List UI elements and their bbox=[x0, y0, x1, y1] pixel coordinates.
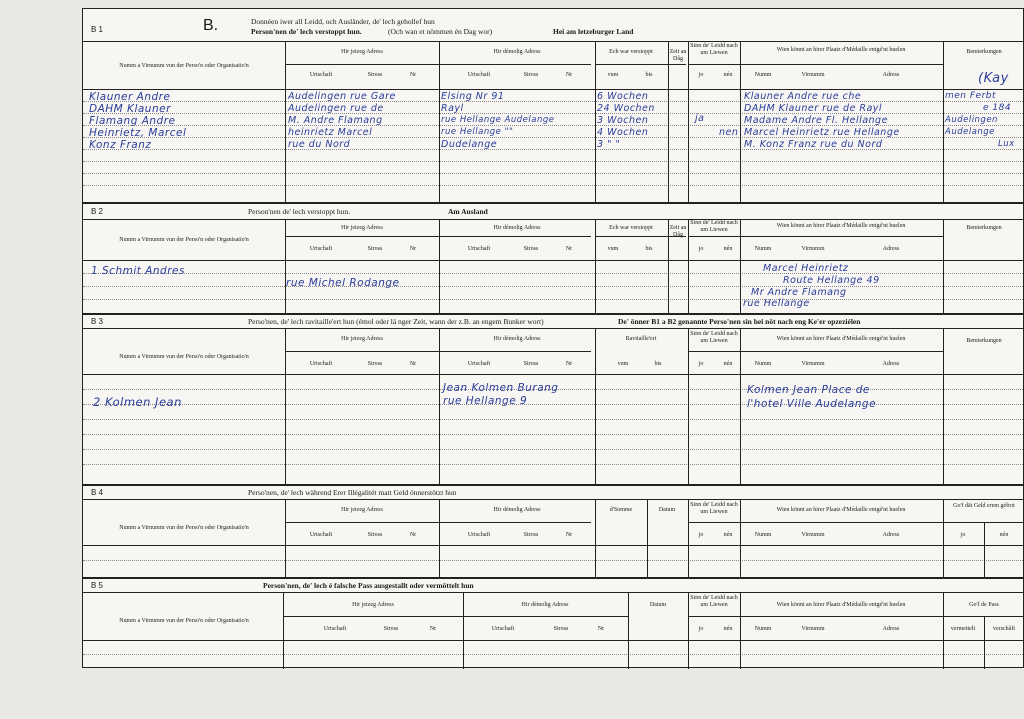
hw-time: 24 Wochen bbox=[597, 103, 655, 114]
col-remarks-label: Bemierkungen bbox=[966, 225, 1002, 231]
sub-jo: jo bbox=[698, 72, 704, 78]
col-name-label: Numm a Virnumm vun der Perso'n oder Organisatio'n bbox=[119, 525, 249, 531]
hw-medal: M. Konz Franz rue du Nord bbox=[744, 139, 883, 150]
sub-numm: Numm bbox=[754, 361, 772, 367]
sub-vermettelt: vermettelt bbox=[950, 626, 976, 632]
hw-remark: men Ferbt bbox=[945, 91, 997, 101]
hw-medal: rue Hellange bbox=[743, 298, 810, 309]
sub-ortschaft: Urtschaft bbox=[309, 361, 333, 367]
col-former-label: Hir démolig Adress bbox=[521, 602, 569, 608]
hw-remark: Audelange bbox=[945, 127, 995, 137]
sub-numm: Numm bbox=[754, 532, 772, 538]
sub-nr: Nr bbox=[409, 361, 417, 367]
sub-bis: bis bbox=[645, 72, 653, 78]
hw-alive-nen: nen bbox=[719, 127, 739, 138]
form-letter: B. bbox=[203, 17, 219, 34]
hw-medal: Kolmen Jean Place de bbox=[747, 384, 870, 396]
hw-remark: Audelingen bbox=[945, 115, 998, 125]
col-ravit-label: Ravitaille'ert bbox=[625, 336, 657, 342]
sub-adress: Adress bbox=[882, 361, 900, 367]
col-name-label: Numm a Virnumm vun der Perso'n oder Organisatio'n bbox=[119, 618, 249, 624]
sub-strooss: Stross bbox=[367, 246, 383, 252]
col-hidden-label: Ech war verstoppt bbox=[609, 49, 653, 55]
hw-time: 6 Wochen bbox=[597, 91, 649, 102]
hw-time: 3 Wochen bbox=[597, 115, 649, 126]
sub-nen: nén bbox=[723, 246, 733, 252]
form-page bbox=[82, 8, 1024, 668]
section-b1 bbox=[83, 9, 1023, 202]
hw-name: Klauner Andre bbox=[89, 91, 171, 103]
sub-virnumm: Virnumm bbox=[801, 246, 825, 252]
header-title-line1: Donnéen iwer all Leidd, och Ausländer, de' lech gehollef hun bbox=[251, 17, 435, 26]
sub-nen: nén bbox=[723, 532, 733, 538]
sub-jo: jo bbox=[698, 246, 704, 252]
sub-vum: vum bbox=[617, 361, 629, 367]
sub-nr: Nr bbox=[597, 626, 605, 632]
sub-ortschaft: Urtschaft bbox=[491, 626, 515, 632]
col-medal-label: Wien könnt an hirer Plaatz d'Médaille entgé'nt huelen bbox=[776, 336, 906, 342]
sub-ortschaft: Urtschaft bbox=[309, 532, 333, 538]
sub-vum: vum bbox=[607, 246, 619, 252]
hw-medal: DAHM Klauner rue de Rayl bbox=[744, 103, 883, 114]
hw-name: 1 Schmit Andres bbox=[91, 265, 185, 277]
hw-current: rue du Nord bbox=[288, 139, 351, 150]
hw-name: 2 Kolmen Jean bbox=[93, 395, 182, 409]
hw-medal: l'hotel Ville Audelange bbox=[747, 398, 877, 410]
sub-jo: jo bbox=[698, 532, 704, 538]
sub-nen: nén bbox=[999, 532, 1009, 538]
hw-alive-jo: ja bbox=[695, 113, 705, 124]
hw-name: Konz Franz bbox=[89, 139, 152, 151]
sub-ortschaft: Urtschaft bbox=[323, 626, 347, 632]
section-b5 bbox=[83, 578, 1023, 669]
col-alive-label: Sinn de' Leidd nach um Liewen bbox=[690, 43, 738, 56]
sub-virnumm: Virnumm bbox=[801, 532, 825, 538]
sub-nr: Nr bbox=[409, 532, 417, 538]
hw-former: rue Hellange "" bbox=[441, 127, 514, 137]
hw-medal: Route Hellange 49 bbox=[783, 275, 880, 286]
section-code: B 3 bbox=[91, 317, 104, 326]
section-title: Person'nen de' lech verstoppt hun. bbox=[248, 207, 351, 216]
col-former-label: Hir démolig Adress bbox=[493, 225, 541, 231]
section-b3 bbox=[83, 314, 1023, 484]
col-somme-label: d'Somme bbox=[609, 507, 633, 513]
sub-numm: Numm bbox=[754, 626, 772, 632]
sub-ortschaft: Urtschaft bbox=[467, 361, 491, 367]
hw-remark: Lux bbox=[998, 139, 1015, 149]
col-alive-label: Sinn de' Leidd nach um Liewen bbox=[690, 331, 738, 344]
sub-ortschaft: Urtschaft bbox=[467, 72, 491, 78]
hw-current: Audelingen rue de bbox=[288, 103, 384, 114]
col-time-label: Zeit an Dâg bbox=[669, 49, 687, 62]
sub-bis: bis bbox=[645, 246, 653, 252]
col-remarks-label: Bemierkungen bbox=[966, 49, 1002, 55]
hw-time: 3 " " bbox=[597, 139, 621, 150]
sub-nen: nén bbox=[723, 361, 733, 367]
section-code: B 1 bbox=[91, 25, 104, 34]
col-current-label: Hir jetzeg Adress bbox=[352, 602, 394, 608]
col-medal-label: Wien könnt an hirer Plaatz d'Médaille entgé'nt huelen bbox=[776, 602, 906, 608]
sub-nen: nén bbox=[723, 626, 733, 632]
sub-strooss: Stross bbox=[383, 626, 399, 632]
sub-vum: vum bbox=[607, 72, 619, 78]
hw-medal: Mr Andre Flamang bbox=[751, 287, 847, 298]
hw-current: Audelingen rue Gare bbox=[288, 91, 396, 102]
sub-nr: Nr bbox=[565, 532, 573, 538]
col-former-label: Hir démolig Adress bbox=[493, 49, 541, 55]
hw-name: DAHM Klauner bbox=[89, 103, 171, 115]
hw-medal: Marcel Heinrietz bbox=[763, 263, 849, 274]
sub-nr: Nr bbox=[429, 626, 437, 632]
hw-former: Elsing Nr 91 bbox=[441, 91, 505, 102]
sub-numm: Numm bbox=[754, 72, 772, 78]
sub-ortschaft: Urtschaft bbox=[467, 532, 491, 538]
sub-adress: Adress bbox=[882, 532, 900, 538]
col-former-label: Hir démolig Adress bbox=[493, 507, 541, 513]
col-current-label: Hir jetzeg Adress bbox=[341, 225, 383, 231]
sub-strooss: Stross bbox=[523, 246, 539, 252]
section-code: B 4 bbox=[91, 488, 104, 497]
header-title-line2: Person'nen de' lech verstoppt hun. bbox=[251, 27, 362, 36]
col-current-label: Hir jetzeg Adress bbox=[341, 49, 383, 55]
sub-ortschaft: Urtschaft bbox=[309, 72, 333, 78]
sub-ortschaft: Urtschaft bbox=[309, 246, 333, 252]
col-hidden-label: Ech war verstoppt bbox=[609, 225, 653, 231]
sub-bis: bis bbox=[654, 361, 662, 367]
sub-strooss: Stross bbox=[523, 72, 539, 78]
sub-verschaft: verschâft bbox=[993, 626, 1015, 632]
hw-time: 4 Wochen bbox=[597, 127, 649, 138]
hw-former: rue Hellange 9 bbox=[443, 395, 528, 407]
hw-current: rue Michel Rodange bbox=[286, 277, 400, 289]
sub-jo: jo bbox=[698, 626, 704, 632]
sub-ortschaft: Urtschaft bbox=[467, 246, 491, 252]
col-current-label: Hir jetzeg Adress bbox=[341, 336, 383, 342]
sub-virnumm: Virnumm bbox=[801, 361, 825, 367]
col-alive-label: Sinn de' Leidd nach um Liewen bbox=[690, 220, 738, 233]
sub-nen: nén bbox=[723, 72, 733, 78]
section-title: Person'nen, de' lech é falsche Pass ausgestallt oder vermöttelt hun bbox=[263, 581, 474, 590]
sub-adress: Adress bbox=[882, 72, 900, 78]
sub-jo: jo bbox=[698, 361, 704, 367]
col-medal-label: Wien könnt an hirer Plaatz d'Médaille entgé'nt huelen bbox=[776, 507, 906, 513]
hw-former: rue Hellange Audelange bbox=[441, 115, 555, 125]
sub-numm: Numm bbox=[754, 246, 772, 252]
sub-strooss: Stross bbox=[367, 532, 383, 538]
header-title-note: (Och wan et nömmen én Dag wor) bbox=[388, 27, 493, 36]
section-code: B 2 bbox=[91, 207, 104, 216]
hw-current: M. Andre Flamang bbox=[288, 115, 383, 126]
col-medal-label: Wien könnt an hirer Plaatz d'Médaille entgé'nt huelen bbox=[776, 223, 906, 229]
hw-former: Rayl bbox=[441, 103, 464, 114]
hw-remark: (Kay bbox=[978, 71, 1009, 86]
section-b2 bbox=[83, 203, 1023, 313]
section-title: Perso'nen, de' lech ravitaille'ert hun (émol oder lä nger Zeit, wann der z.B. an engem Bunker wort) bbox=[248, 317, 544, 326]
col-current-label: Hir jetzeg Adress bbox=[341, 507, 383, 513]
sub-strooss: Stross bbox=[367, 72, 383, 78]
col-name-label: Numm a Virnumm vun der Perso'n oder Organisatio'n bbox=[119, 237, 249, 243]
sub-adress: Adress bbox=[882, 246, 900, 252]
col-alive-label: Sinn de' Leidd nach um Liewen bbox=[690, 502, 738, 515]
hw-former: Jean Kolmen Burang bbox=[443, 382, 559, 394]
section-b4 bbox=[83, 485, 1023, 577]
sub-virnumm: Virnumm bbox=[801, 626, 825, 632]
sub-adress: Adress bbox=[882, 626, 900, 632]
hw-medal: Marcel Heinrietz rue Hellange bbox=[744, 127, 900, 138]
section-title-right: De' önner B1 a B2 genannte Perso'nen sin hei nöt nach eng Ke'er opzeziélen bbox=[618, 317, 861, 326]
hw-current: heinrietz Marcel bbox=[288, 127, 373, 138]
section-title: Perso'nen, de' lech während Erer Illégalitét matt Geld önnerstötzt hun bbox=[248, 488, 457, 497]
col-name-label: Numm a Virnumm vun der Perso'n oder Organisatio'n bbox=[119, 354, 249, 360]
col-alive-label: Sinn de' Leidd nach um Liewen bbox=[690, 595, 738, 608]
sub-jo: jo bbox=[960, 532, 966, 538]
col-time-label: Zeit an Dâg bbox=[669, 225, 687, 238]
sub-strooss: Stross bbox=[523, 361, 539, 367]
sub-nr: Nr bbox=[409, 246, 417, 252]
col-datum-label: Datum bbox=[658, 507, 676, 513]
col-remarks-label: Bemierkungen bbox=[966, 338, 1002, 344]
hw-name: Heinrietz, Marcel bbox=[89, 127, 187, 139]
sub-strooss: Stross bbox=[367, 361, 383, 367]
sub-strooss: Stross bbox=[523, 532, 539, 538]
sub-virnumm: Virnumm bbox=[801, 72, 825, 78]
hw-remark: e 184 bbox=[983, 103, 1012, 113]
hw-medal: Klauner Andre rue che bbox=[744, 91, 862, 102]
sub-strooss: Stross bbox=[553, 626, 569, 632]
section-title-right: Am Ausland bbox=[448, 207, 488, 216]
col-returned-label: Go'f dät Geld erem géfrot bbox=[953, 503, 1015, 509]
col-pass-label: Go'f de Pass bbox=[969, 602, 999, 608]
sub-nr: Nr bbox=[409, 72, 417, 78]
col-name-label: Numm a Virnumm vun der Perso'n oder Organisatio'n bbox=[119, 63, 249, 69]
hw-name: Flamang Andre bbox=[89, 115, 176, 127]
section-code: B 5 bbox=[91, 581, 104, 590]
sub-nr: Nr bbox=[565, 361, 573, 367]
col-datum-label: Datum bbox=[649, 602, 667, 608]
sub-nr: Nr bbox=[565, 72, 573, 78]
hw-medal: Madame Andre Fl. Hellange bbox=[744, 115, 888, 126]
col-former-label: Hir démolig Adress bbox=[493, 336, 541, 342]
hw-former: Dudelange bbox=[441, 139, 498, 150]
sub-nr: Nr bbox=[565, 246, 573, 252]
header-title-right: Hei am letzeburger Land bbox=[553, 27, 634, 36]
col-medal-label: Wien könnt an hirer Plaatz d'Médaille entgé'nt huelen bbox=[776, 47, 906, 53]
